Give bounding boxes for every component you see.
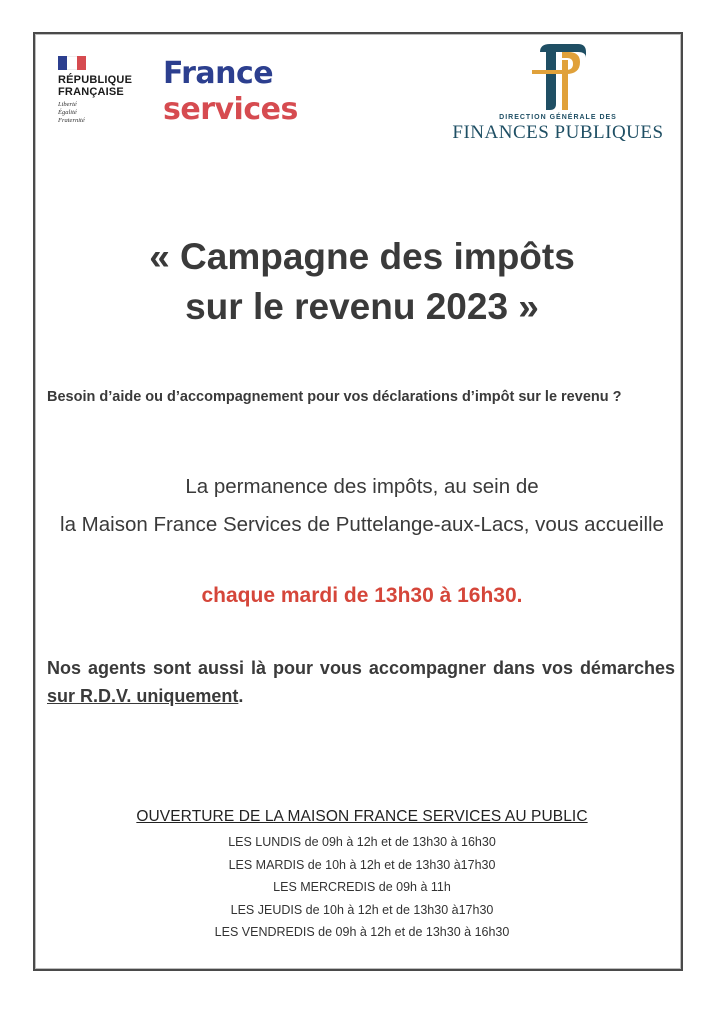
france-services-logo [163, 56, 298, 128]
permanence-text [40, 473, 684, 539]
rf-line1: RÉPUBLIQUE [58, 74, 133, 86]
headline [40, 232, 684, 332]
help-question: Besoin d’aide ou d’accompagnement pour vos déclarations d’impôt sur le revenu ? [47, 389, 622, 405]
motto-fraternite: Fraternité [58, 117, 85, 124]
agents-text: Nos agents sont aussi là pour vous accompagner dans vos démarches [47, 658, 675, 678]
motto-egalite: Égalité [58, 109, 77, 116]
headline-line2: sur le revenu 2023 » [185, 286, 539, 327]
dgfip-logo [440, 40, 676, 144]
appointment-only: sur R.D.V. uniquement [47, 686, 239, 706]
agents-appointment-text [47, 654, 675, 710]
france-services-line1: France [163, 56, 274, 91]
motto-liberte: Liberté [58, 101, 77, 108]
hours-row: LES MERCREDIS de 09h à 11h [273, 880, 451, 894]
rf-line2: FRANÇAISE [58, 86, 124, 98]
headline-line1: « Campagne des impôts [149, 236, 575, 277]
france-services-line2: services [163, 92, 298, 127]
republique-francaise-logo [58, 56, 133, 125]
opening-hours-title: OUVERTURE DE LA MAISON FRANCE SERVICES AU PUBLIC [136, 808, 588, 825]
hours-row: LES VENDREDIS de 09h à 12h et de 13h30 à 16h30 [214, 925, 510, 939]
french-flag-icon [58, 56, 86, 70]
permanence-line2: la Maison France Services de Puttelange-aux-Lacs, vous accueille [60, 513, 664, 536]
dgfip-emblem-icon [526, 40, 590, 112]
opening-hours [40, 808, 684, 944]
hours-row: LES LUNDIS de 09h à 12h et de 13h30 à 16h30 [228, 835, 496, 849]
dgfip-line2: FINANCES PUBLIQUES [452, 122, 664, 143]
rf-motto [58, 101, 128, 125]
agents-end: . [238, 686, 244, 706]
hours-row: LES JEUDIS de 10h à 12h et de 13h30 à17h30 [230, 902, 494, 917]
schedule-highlight: chaque mardi de 13h30 à 16h30. [201, 584, 523, 607]
permanence-line1: La permanence des impôts, au sein de [185, 475, 539, 498]
hours-row: LES MARDIS de 10h à 12h et de 13h30 à17h30 [228, 857, 496, 872]
dgfip-line1: DIRECTION GÉNÉRALE DES [499, 114, 617, 121]
